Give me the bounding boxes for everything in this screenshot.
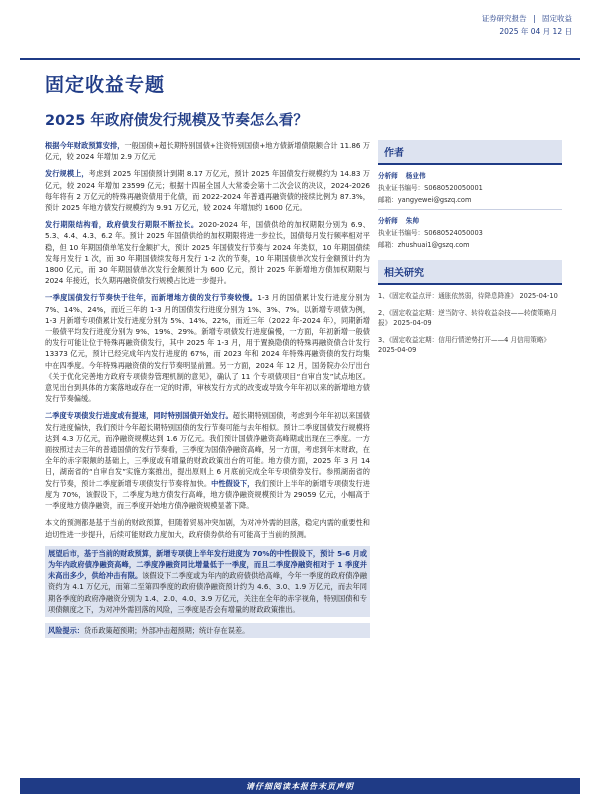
main-content [45, 140, 370, 644]
paragraph-key: 中性假设下， [211, 478, 255, 488]
related-research-item[interactable]: 1、《固定收益点评：通胀依然弱，待降息降准》 2025-04-10 [378, 292, 558, 300]
report-date: 2025 年 04 月 12 日 [499, 27, 572, 36]
paragraph-key: 二季度专项债发行进度或有提速，同时特别国债开始发行。 [45, 411, 233, 421]
paragraph-term [45, 219, 370, 286]
divider [378, 209, 562, 210]
analyst-cert: 执业证书编号：S0680524050003 [378, 229, 483, 237]
paragraph-text: 一般国债+超长期特别国债+注资特别国债+地方债新增债限额合计 11.86 万亿元，较 2024 年增加 2.9 万亿元 [45, 141, 370, 162]
analyst-name: 朱帅 [405, 217, 419, 225]
analyst-email[interactable]: 邮箱：zhushuai1@gszq.com [378, 241, 470, 249]
paragraph-key: 展望后市，基于当前的财政预算，新增专项债上半年发行进度为 70%的中性假设下，预计 5-6 月或为年内政府债净融资高峰，二季度净融资同比增量低于一季度，而且二季度净融资相对于 1 季度并未高出多少，供给冲击有限。 [48, 548, 367, 581]
paragraph-text: 该假设下二季度或为年内的政府债供给高峰，今年一季度的政府债净融资约为 4.1 万亿元，而第二至第四季度的政府债净融资预计约为 4.6、3.0、1.9 万亿元，而去年同期各季度的政府净融资分别为 1.4、2.0、4.0、3.9 万亿元，关注在全年的赤字视角，特别国债和专项债额度之下，为对冲外需回落的风险，三季度是否会有增量的财政政策推出。 [48, 571, 367, 614]
related-research-item[interactable]: 3、《固定收益定期：信用行情逆势打开——4 月信用策略》 2025-04-09 [378, 335, 551, 354]
footer-disclaimer: 请仔细阅读本报告末页声明 [246, 782, 354, 791]
paragraph-forecast-note [45, 517, 370, 539]
analyst-cert: 执业证书编号：S0680520050001 [378, 184, 483, 192]
analyst-role: 分析师 [378, 217, 398, 225]
paragraph-key: 根据今年财政预算安排， [45, 141, 125, 150]
paragraph-key: 发行规模上， [45, 169, 89, 179]
related-research-heading: 相关研究 [378, 260, 562, 285]
paragraph-text: 考虑到 2025 年国债预计到期 8.17 万亿元，预计 2025 年国债发行规模约为 14.83 万亿元，较 2024 年增加 23599 亿元；根据十四届全国人大常委会第十二次会议的决议，2024-2026 每年将有 2 万亿元的特殊再融资债用于化债，而 2022-2024 年普通再融资债的接续比例为 87.3%，预计 2025 年地方债发行规模约为 9.91 万亿元，较 2024 年增加约 1600 亿元。 [45, 169, 370, 213]
paragraph-text: 1-3 月的国债累计发行进度分别为 7%、14%、24%，而近三年的 1-3 月的国债发行进度分别为 1%、3%、7%。以新增专项债为例，1-3 月新增专项债累计发行进度分别为 5%、14%、22%，而近三年（2022 年-2024 年），同期新增一般债平均发行进度分别为 9%、19%、29%。新增专项债发行进度偏慢，一方面，年初新增一般债的发行可能让位于特殊再融资债发行，其中 2025 年 1-3 月，用于置换隐债的特殊再融资债合计发行 13373 亿元，预计已经完成年内发行进度的 67%，而 2023 年和 2024 年特殊再融资债的发行均集中在四季度。今年特殊再融资债的发行节奏明显前置。另一方面，2024 年 12 月，国务院办公厅出台《关于优化完善地方政府专项债券管理机制的意见》，确认了 11 个专项债项目“自审自发”试点地区。意见出台到具体的方案落地或存在一定的时滞，审核发行方式的改变或导致今年年初以来的新增地方债发行节奏偏缓。 [45, 293, 370, 404]
paragraph-text: 2020-2024 年，国债供给的加权期限分别为 6.9、5.3、4.4、4.3、6.2 年。预计 2025 年国债供给的加权期限将进一步拉长，国债每月发行频率相对平稳，但 10 年期国债单笔发行金额扩大，预计 2025 年国债发行节奏与 2024 年类似，10 年期国债续发每月发行 1 次，而 30 年期国债续发每月发行 1-2 次的节奏，10 年期国债单次发行金额预计约为 1800 亿元，而 30 年期国债单次发行金额预计为 600 亿元，预计 2025 年新增地方债加权期限与 2024 年接近，长久期再融资债发行规模占比进一步提升。 [45, 220, 370, 286]
paragraph-scale [45, 168, 370, 213]
analyst-role: 分析师 [378, 172, 398, 180]
header-rule [20, 58, 580, 60]
analyst-name: 杨业伟 [405, 172, 426, 180]
paragraph-key: 一季度国债发行节奏快于往年，而新增地方债的发行节奏较慢。 [45, 293, 258, 303]
header-meta [482, 12, 572, 38]
paragraph-text: 我们预计上半年的新增专项债发行进度为 70%，该假设下，二季度为地方债发行高峰，地方债净融资规模预计为 29059 亿元，小幅高于一季度地方债净融资，而三季度开始地方债净融资规模显著下降。 [45, 478, 370, 511]
authors-heading: 作者 [378, 140, 562, 165]
paragraph-outlook [45, 546, 370, 617]
analyst-name-row [378, 216, 562, 226]
paragraph-text: 超长期特别国债，考虑到今年年初以来国债发行进度偏快，我们预计今年超长期特别国债的发行节奏可能与去年相似。预计二季度国债发行规模将达到 4.3 万亿元，而净融资规模达到 1.6 万亿元。我们预计国债净融资高峰期或出现在三季度。一方面按照过去三年的普通国债的发行节奏看，三季度为国债净融资高峰，另一方面，考虑到年末财政，在全年的赤字限额的基础上，三季度或有增量的财政政策出台的可能。地方债方面，2025 年 3 月 14 日，湖南省的“自审自发”实施方案推出，提出原则上 6 月底前完成全年专项债券发行。参照湖南省的发行节奏，预计二季度新增专项债发行节奏将加快。 [45, 411, 370, 488]
paragraph-q1 [45, 292, 370, 404]
paragraph-text: 本文的预测都是基于当前的财政预算，但随着贸易冲突加剧，为对冲外需的回落，稳定内需的重要性和迫切性进一步提升，后续可能财政力度加大，政府债券供给有可能高于当前的预测。 [45, 518, 370, 539]
related-research-item[interactable]: 2、《固定收益定期：逆当防守、转待收益杂技——转债策略月报》 2025-04-09 [378, 308, 557, 327]
paragraph-key: 发行期限结构看，政府债发行期限不断拉长。 [45, 220, 199, 230]
report-category: 固定收益 [542, 14, 572, 23]
risk-text: 货币政策超预期；外部冲击超预期；统计存在误差。 [83, 625, 250, 635]
analyst-name-row [378, 171, 562, 181]
brand-title: 固定收益专题 [45, 74, 166, 96]
risk-warning [45, 623, 370, 638]
risk-key: 风险提示： [48, 625, 84, 635]
report-type: 证券研究报告 [481, 14, 527, 23]
paragraph-q2 [45, 410, 370, 511]
page-title: 2025 年政府债发行规模及节奏怎么看？ [45, 113, 308, 129]
analyst-email[interactable]: 邮箱：yangyewei@gszq.com [378, 196, 472, 204]
sidebar [378, 140, 562, 362]
header-separator: | [533, 14, 536, 23]
paragraph-budget [45, 140, 370, 162]
